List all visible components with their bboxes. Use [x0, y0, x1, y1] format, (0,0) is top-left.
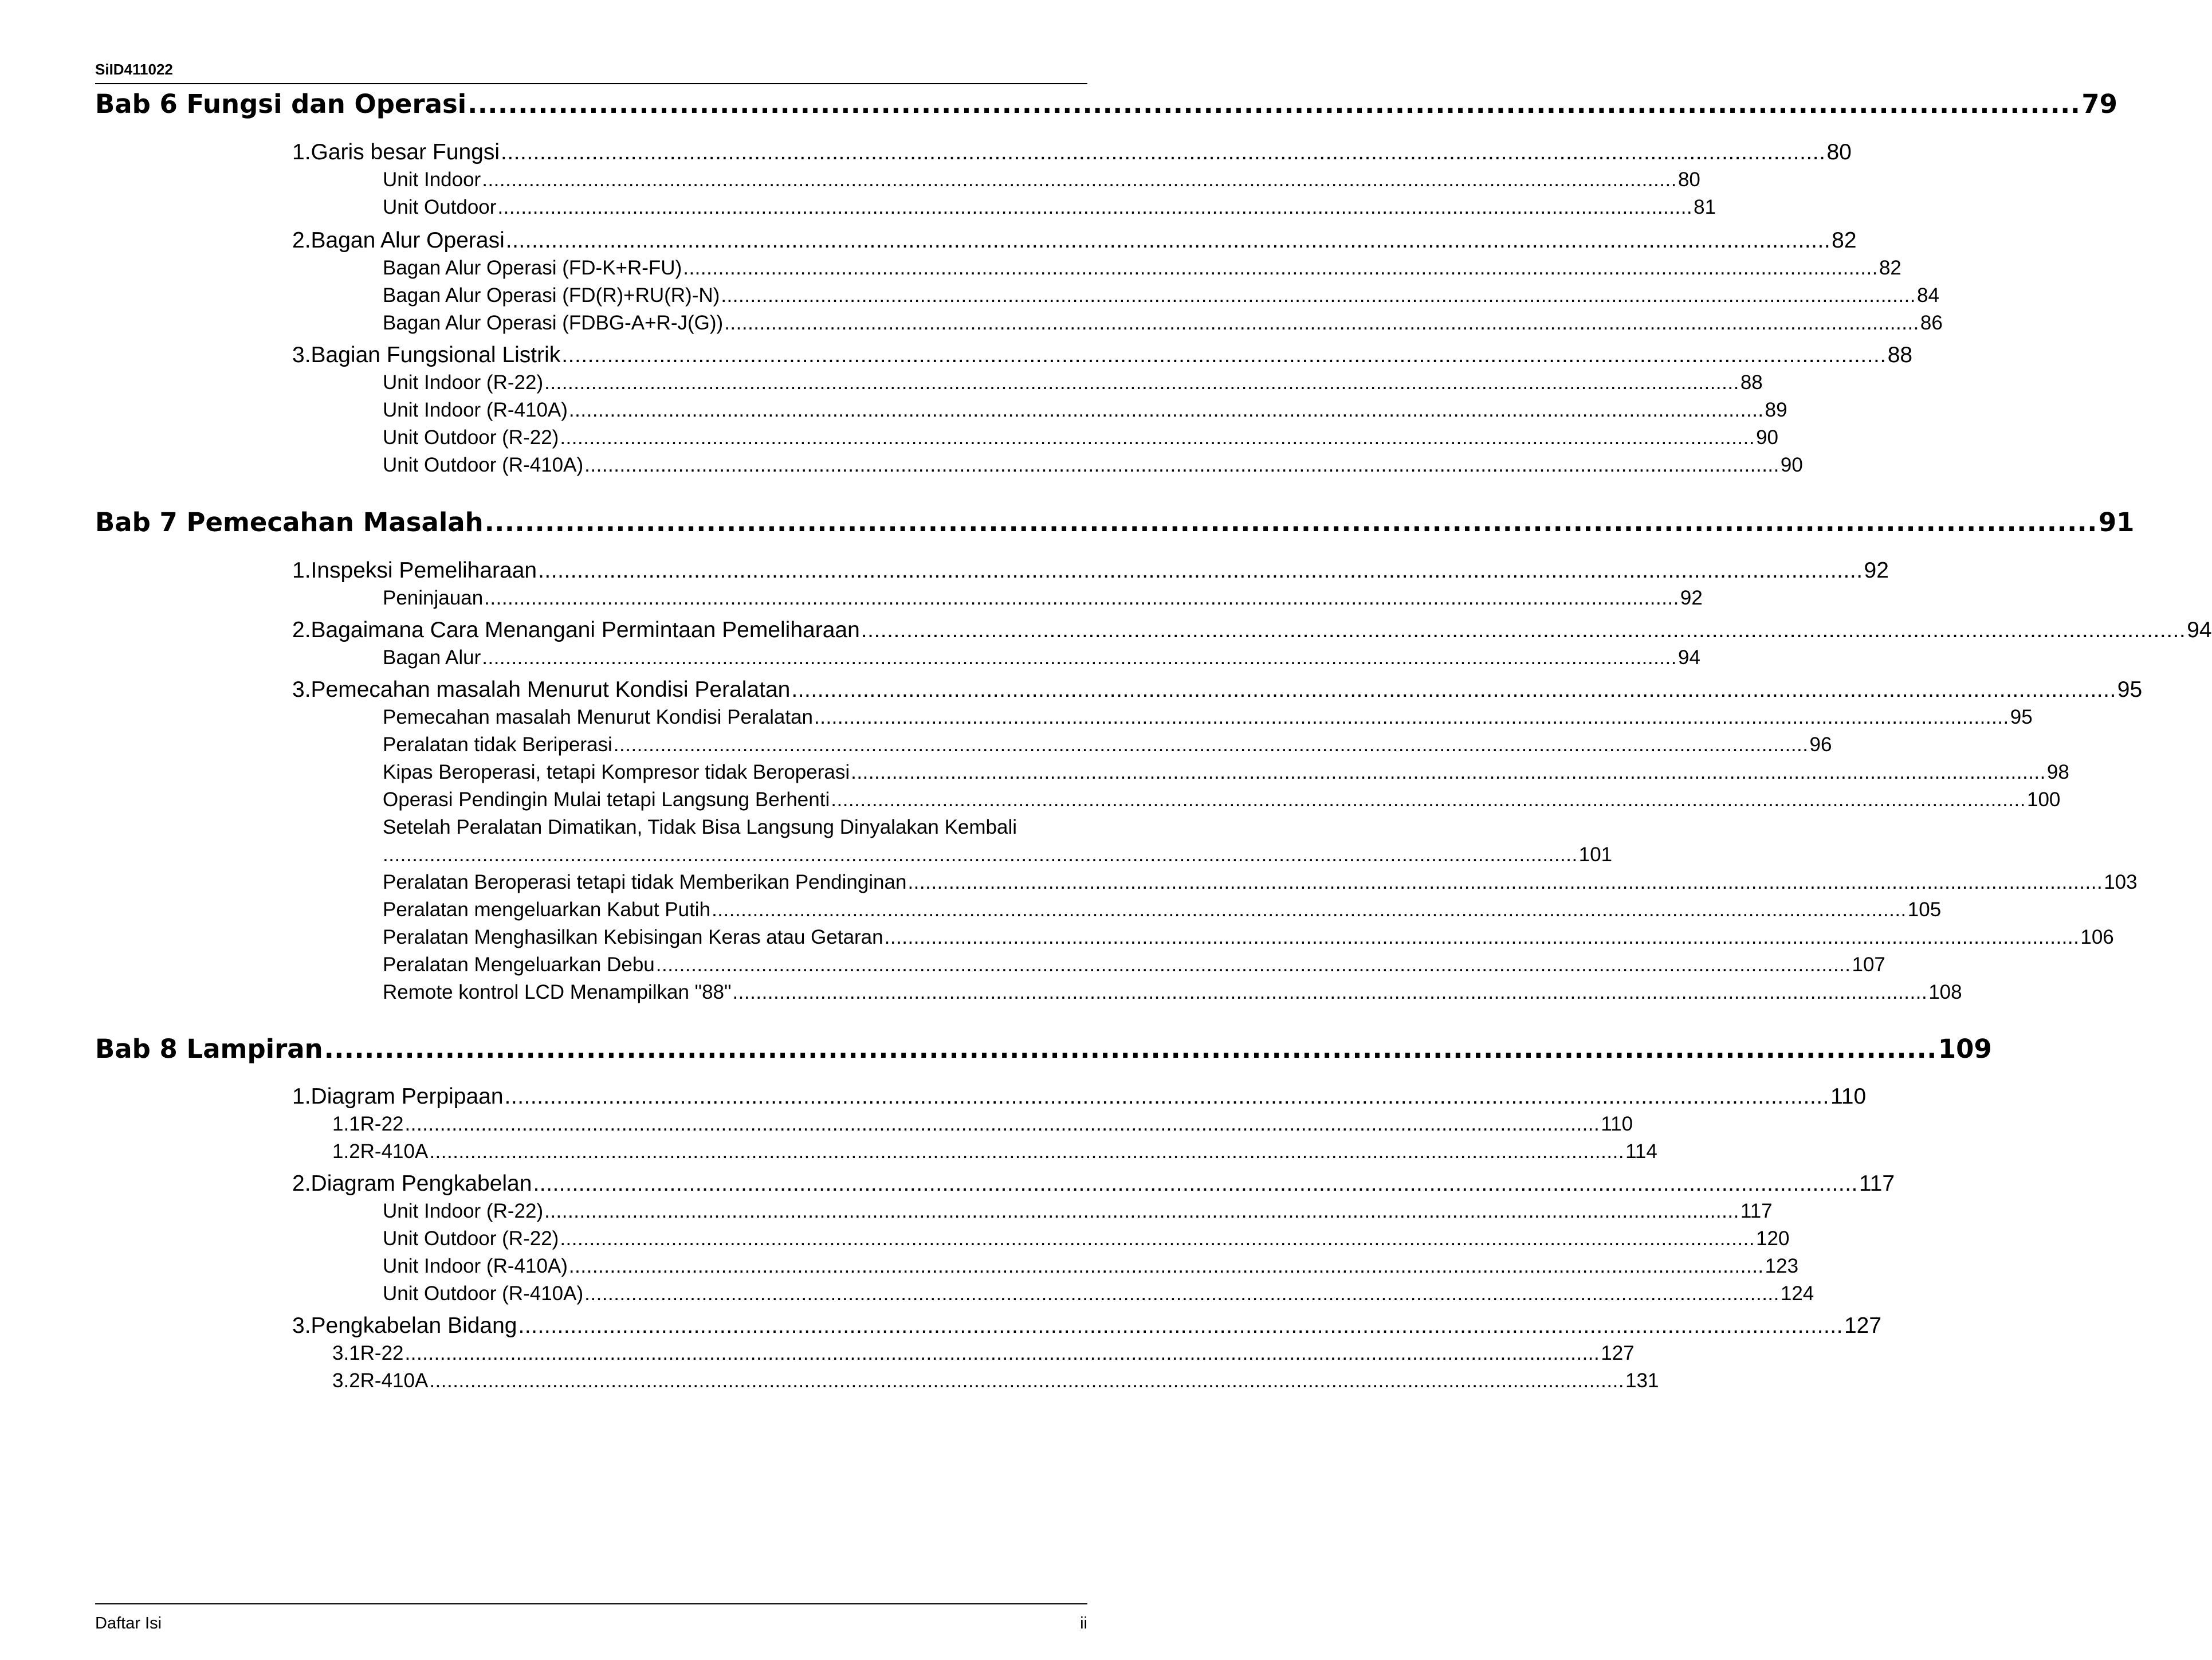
toc-section-title: Pemecahan masalah Menurut Kondisi Peralatan [311, 677, 791, 702]
toc-item[interactable] [383, 1282, 1814, 1308]
toc-page-number: 123 [1765, 1255, 1799, 1277]
toc-page-number: 127 [1844, 1313, 1882, 1338]
toc-section-number: 3. [292, 677, 311, 702]
toc-leader: ............................................................................................................................................................................................................ [533, 1171, 1858, 1196]
toc-page-number: 107 [1852, 953, 1885, 976]
toc-section[interactable] [292, 228, 1857, 256]
toc-item[interactable] [383, 981, 1962, 1006]
toc-item[interactable] [383, 284, 1939, 309]
toc-item[interactable] [383, 257, 1901, 282]
toc-leader: ............................................................................................................................................................................................................ [404, 1342, 1600, 1364]
toc-item-title: R-410A [360, 1369, 429, 1392]
toc-leader: ............................................................................................................................................................................................................ [907, 871, 2103, 893]
toc-item[interactable] [383, 454, 1803, 479]
toc-page-number: 106 [2080, 926, 2114, 948]
toc-chapter-title: Bab 8 Lampiran [95, 1034, 323, 1064]
toc-section-number: 3. [292, 343, 311, 367]
toc-leader: ............................................................................................................................................................................................................ [404, 1113, 1600, 1135]
toc-section-title: Diagram Perpipaan [311, 1084, 504, 1109]
toc-page-number: 88 [1887, 343, 1913, 367]
toc-leader: ............................................................................................................................................................................................................ [831, 788, 2026, 811]
toc-chapter-7[interactable] [95, 507, 2135, 541]
toc-item-title: Unit Indoor (R-22) [383, 1200, 544, 1222]
toc-page-number: 80 [1826, 140, 1852, 164]
toc-section-number: 3. [292, 1313, 311, 1338]
toc-leader: ............................................................................................................................................................................................................ [501, 140, 1826, 164]
toc-item[interactable] [383, 371, 1763, 397]
toc-chapter-8[interactable] [95, 1034, 1992, 1068]
toc-page-number: 86 [1920, 312, 1943, 334]
toc-page-number: 100 [2026, 788, 2061, 811]
toc-item-title: Unit Outdoor (R-410A) [383, 1282, 584, 1305]
footer-page-number: ii [1080, 1614, 1087, 1632]
toc-page-number: 89 [1765, 399, 1787, 421]
toc-page-number: 90 [1780, 454, 1803, 476]
toc-leader: ............................................................................................................................................................................................................ [683, 257, 1878, 279]
toc-item[interactable] [383, 168, 1700, 194]
toc-page-number: 90 [1756, 426, 1778, 449]
toc-section[interactable] [292, 1171, 1895, 1199]
toc-page-number: 92 [1864, 558, 1889, 583]
toc-item-number: 3.1 [332, 1342, 360, 1364]
toc-item[interactable] [383, 706, 2033, 731]
toc-leader: ............................................................................................................................................................................................................ [429, 1140, 1625, 1163]
toc-leader: ............................................................................................................................................................................................................ [544, 371, 1739, 394]
toc-chapter-title: Bab 6 Fungsi dan Operasi [95, 89, 467, 119]
toc-item-title: Unit Outdoor [383, 196, 497, 218]
toc-item-title: Kipas Beroperasi, tetapi Kompresor tidak Beroperasi [383, 761, 850, 783]
toc-item-title: Unit Outdoor (R-22) [383, 1227, 559, 1250]
toc-item-title: Unit Indoor [383, 168, 481, 191]
toc-item[interactable] [383, 1227, 1790, 1253]
toc-section[interactable] [292, 618, 2212, 645]
toc-page-number: 103 [2104, 871, 2138, 893]
toc-section[interactable] [292, 558, 1889, 586]
toc-page-number: 101 [1578, 843, 1613, 866]
toc-item-wrapped-title[interactable]: Setelah Peralatan Dimatikan, Tidak Bisa Langsung Dinyalakan Kembali [383, 816, 1017, 838]
toc-section-number: 2. [292, 618, 311, 642]
toc-leader: ............................................................................................................................................................................................................ [505, 228, 1831, 253]
toc-item-title: Peralatan Menghasilkan Kebisingan Keras atau Getaran [383, 926, 883, 948]
toc-item[interactable] [332, 1342, 1635, 1367]
toc-item[interactable] [332, 1140, 1657, 1165]
toc-leader: ............................................................................................................................................................................................................ [721, 284, 1916, 307]
toc-leader: ............................................................................................................................................................................................................ [851, 761, 2046, 783]
toc-item[interactable] [383, 843, 1613, 869]
toc-page-number: 105 [1907, 898, 1942, 921]
toc-page-number: 108 [1928, 981, 1962, 1003]
toc-item-title: Peralatan Mengeluarkan Debu [383, 953, 655, 976]
toc-item[interactable] [383, 761, 2069, 786]
toc-chapter-6[interactable] [95, 89, 2117, 123]
toc-leader: ............................................................................................................................................................................................................ [429, 1369, 1625, 1392]
toc-section[interactable] [292, 343, 1913, 370]
toc-leader: ............................................................................................................................................................................................................ [482, 646, 1677, 669]
toc-item-number: 1.2 [332, 1140, 360, 1163]
toc-section[interactable] [292, 677, 2143, 705]
toc-section[interactable] [292, 1084, 1867, 1112]
toc-section-number: 1. [292, 558, 311, 583]
header-rule [95, 83, 1087, 84]
toc-page-number: 82 [1879, 257, 1901, 279]
toc-item[interactable] [332, 1113, 1633, 1138]
toc-item-title: R-410A [360, 1140, 429, 1163]
toc-section-title: Bagan Alur Operasi [311, 228, 505, 253]
toc-page-number: 81 [1694, 196, 1716, 218]
toc-page-number: 117 [1859, 1171, 1895, 1196]
toc-leader: ............................................................................................................................................................................................................ [561, 343, 1887, 367]
toc-leader: ............................................................................................................................................................................................................ [791, 677, 2116, 702]
toc-leader: ............................................................................................................................................................................................................ [484, 587, 1679, 609]
toc-section[interactable] [292, 1313, 1882, 1341]
toc-section-title: Diagram Pengkabelan [311, 1171, 532, 1196]
toc-section[interactable] [292, 140, 1852, 167]
toc-leader: ............................................................................................................................................................................................................ [724, 312, 1919, 334]
footer-rule [95, 1603, 1087, 1604]
toc-leader: ............................................................................................................................................................................................................ [497, 196, 1693, 218]
toc-section-title: Bagian Fungsional Listrik [311, 343, 561, 367]
toc-page-number: 91 [2098, 507, 2135, 537]
toc-item-title: Bagan Alur Operasi (FDBG-A+R-J(G)) [383, 312, 724, 334]
toc-item[interactable] [383, 312, 1943, 337]
toc-item-title: Peralatan tidak Beriperasi [383, 733, 612, 756]
toc-leader: ............................................................................................................................................................................................................ [655, 953, 1851, 976]
toc-page-number: 95 [2010, 706, 2033, 728]
toc-leader: ............................................................................................................................................................................................................ [613, 733, 1809, 756]
toc-page-number: 88 [1740, 371, 1763, 394]
toc-item[interactable] [383, 646, 1700, 672]
toc-item-title: Operasi Pendingin Mulai tetapi Langsung Berhenti [383, 788, 830, 811]
toc-leader: ............................................................................................................................................................................................................ [504, 1084, 1829, 1109]
toc-item-title: Remote kontrol LCD Menampilkan "88" [383, 981, 732, 1003]
document-code: SiID411022 [95, 61, 173, 78]
toc-leader: ............................................................................................................................................................................................................ [383, 843, 1578, 866]
toc-leader: ............................................................................................................................................................................................................ [584, 454, 1779, 476]
toc-section-number: 1. [292, 140, 311, 164]
toc-page-number: 84 [1917, 284, 1939, 307]
toc-page-number: 94 [2187, 618, 2212, 642]
footer-section-title: Daftar Isi [95, 1614, 162, 1632]
toc-leader: ............................................................................................................................................................................................................ [568, 1255, 1764, 1277]
toc-item[interactable] [383, 196, 1716, 221]
toc-leader: ............................................................................................................................................................................................................ [482, 168, 1677, 191]
toc-section-title: Garis besar Fungsi [311, 140, 500, 164]
toc-item-title: Unit Outdoor (R-410A) [383, 454, 584, 476]
toc-section-title: Bagaimana Cara Menangani Permintaan Pemeliharaan [311, 618, 860, 642]
toc-page-number: 82 [1832, 228, 1857, 253]
toc-section-number: 2. [292, 1171, 311, 1196]
toc-page-number: 124 [1780, 1282, 1814, 1305]
toc-item[interactable] [383, 953, 1885, 979]
toc-item[interactable] [383, 1200, 1773, 1225]
toc-page-number: 96 [1809, 733, 1832, 756]
toc-item[interactable] [383, 1255, 1799, 1280]
toc-leader: ............................................................................................................................................................................................................ [861, 618, 2186, 642]
toc-page-number: 94 [1677, 646, 1700, 669]
toc-page-number: 120 [1756, 1227, 1790, 1250]
toc-item-title: Unit Indoor (R-410A) [383, 399, 568, 421]
toc-item-title: Unit Outdoor (R-22) [383, 426, 559, 449]
toc-item-title: Peralatan mengeluarkan Kabut Putih [383, 898, 711, 921]
toc-page-number: 117 [1740, 1200, 1773, 1222]
toc-leader: ............................................................................................................................................................................................................ [538, 558, 1863, 583]
toc-page-number: 79 [2081, 89, 2117, 119]
toc-item[interactable] [383, 426, 1778, 452]
toc-page-number: 110 [1830, 1084, 1867, 1109]
toc-page-number: 131 [1625, 1369, 1659, 1392]
toc-section-title: Inspeksi Pemeliharaan [311, 558, 537, 583]
toc-leader: ................................................................................................................................................................ [484, 507, 2097, 537]
toc-leader: ............................................................................................................................................................................................................ [814, 706, 2009, 728]
toc-item[interactable] [332, 1369, 1659, 1395]
toc-leader: ............................................................................................................................................................................................................ [560, 1227, 1755, 1250]
toc-item[interactable] [383, 871, 2138, 896]
toc-item[interactable] [383, 399, 1787, 424]
toc-leader: ................................................................................................................................................................ [324, 1034, 1937, 1064]
toc-section-number: 2. [292, 228, 311, 253]
toc-page-number: 95 [2117, 677, 2143, 702]
toc-chapter-title: Bab 7 Pemecahan Masalah [95, 507, 484, 537]
toc-item-title: Unit Indoor (R-22) [383, 371, 544, 394]
toc-leader: ............................................................................................................................................................................................................ [518, 1313, 1843, 1338]
toc-item[interactable] [383, 788, 2061, 814]
toc-page-number: 92 [1680, 587, 1703, 609]
toc-leader: ............................................................................................................................................................................................................ [568, 399, 1764, 421]
toc-section-number: 1. [292, 1084, 311, 1109]
toc-item-title: R-22 [360, 1342, 404, 1364]
toc-item-title: Bagan Alur Operasi (FD-K+R-FU) [383, 257, 682, 279]
toc-item-title: Peralatan Beroperasi tetapi tidak Memberikan Pendinginan [383, 871, 907, 893]
toc-leader: ............................................................................................................................................................................................................ [584, 1282, 1779, 1305]
toc-leader: ............................................................................................................................................................................................................ [544, 1200, 1739, 1222]
toc-item-title: Bagan Alur Operasi (FD(R)+RU(R)-N) [383, 284, 720, 307]
toc-item-title: R-22 [360, 1113, 404, 1135]
toc-item[interactable] [383, 926, 2114, 951]
toc-section-title: Pengkabelan Bidang [311, 1313, 517, 1338]
toc-item[interactable] [383, 733, 1832, 759]
toc-item-title: Unit Indoor (R-410A) [383, 1255, 568, 1277]
toc-leader: ............................................................................................................................................................................................................ [560, 426, 1755, 449]
toc-item[interactable] [383, 587, 1703, 612]
toc-page-number: 98 [2046, 761, 2069, 783]
toc-item-title: Pemecahan masalah Menurut Kondisi Peralatan [383, 706, 813, 728]
toc-item-title: Peninjauan [383, 587, 484, 609]
toc-leader: ................................................................................................................................................................ [467, 89, 2081, 119]
toc-item-title: Bagan Alur [383, 646, 481, 669]
toc-leader: ............................................................................................................................................................................................................ [884, 926, 2080, 948]
toc-page-number: 109 [1938, 1034, 1992, 1064]
toc-page-number: 110 [1601, 1113, 1633, 1135]
toc-item[interactable] [383, 898, 1942, 924]
toc-item-number: 3.2 [332, 1369, 360, 1392]
toc-leader: ............................................................................................................................................................................................................ [732, 981, 1928, 1003]
toc-page-number: 114 [1625, 1140, 1657, 1163]
toc-item-number: 1.1 [332, 1113, 360, 1135]
toc-page-number: 80 [1677, 168, 1700, 191]
toc-leader: ............................................................................................................................................................................................................ [712, 898, 1907, 921]
toc-page-number: 127 [1601, 1342, 1635, 1364]
